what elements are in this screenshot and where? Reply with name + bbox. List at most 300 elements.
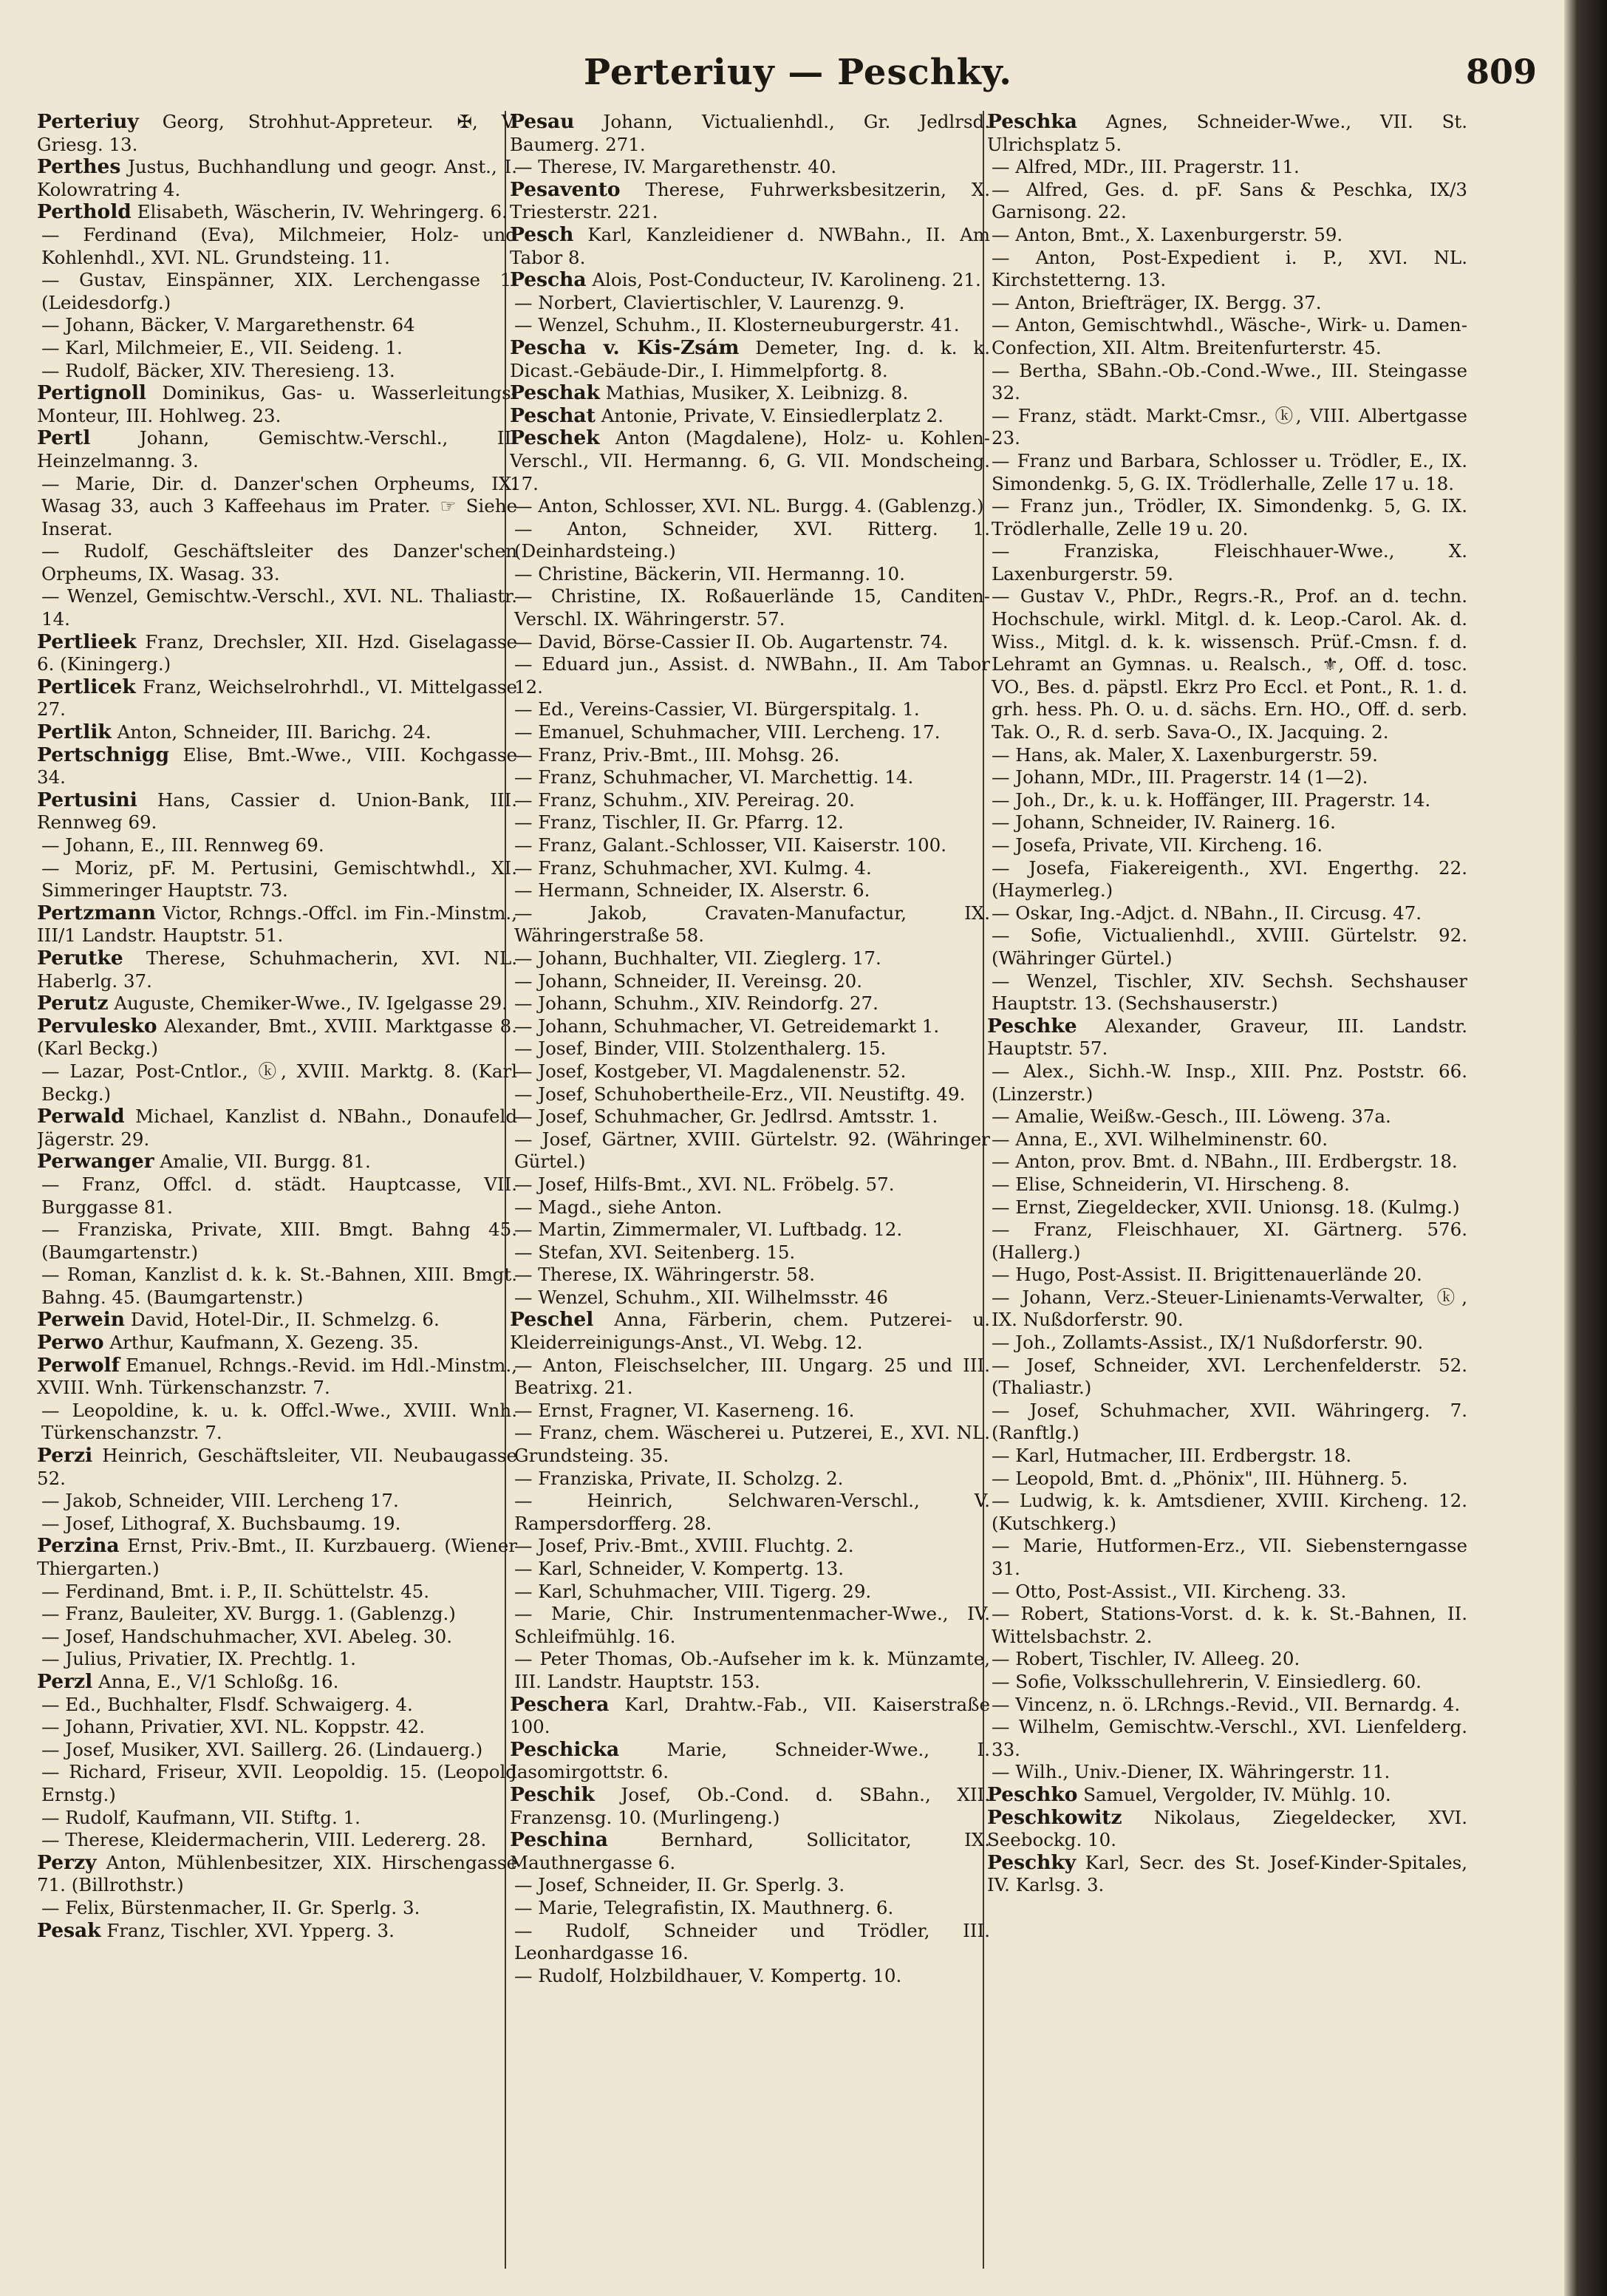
- entry-details: — Ed., Vereins-Cassier, VI. Bürgerspitalg. 1.: [514, 698, 920, 721]
- entry-details: — Johann, Schneider, II. Vereinsg. 20.: [514, 970, 863, 992]
- directory-entry: [510, 1490, 990, 1535]
- entry-details: — David, Börse-Cassier II. Ob. Augartenstr. 74.: [514, 630, 949, 653]
- directory-entry: [987, 450, 1467, 495]
- directory-entry: [510, 518, 990, 563]
- entry-details: Mathias, Musiker, X. Leibnizg. 8.: [599, 382, 909, 404]
- entry-surname: Pescha: [510, 268, 587, 292]
- entry-details: Justus, Buchhandlung und geogr. Anst., I. Kolowratring 4.: [37, 156, 517, 200]
- entry-details: Elise, Bmt.-Wwe., VIII. Kochgasse 34.: [37, 743, 517, 788]
- entry-surname: Pertzmann: [37, 901, 157, 924]
- entry-details: — Christine, Bäckerin, VII. Hermanng. 10.: [514, 562, 905, 585]
- entry-surname: Peschkowitz: [987, 1805, 1122, 1829]
- entry-details: Anna, Färberin, chem. Putzerei- u. Kleiderreinigungs-Anst., VI. Webg. 12.: [510, 1309, 990, 1354]
- directory-entry: [510, 1784, 990, 1829]
- directory-entry: [510, 653, 990, 698]
- entry-surname: Peschak: [510, 381, 600, 405]
- entry-details: Elisabeth, Wäscherin, IV. Wehringerg. 6.: [131, 201, 508, 223]
- directory-entry: [37, 1332, 517, 1355]
- entry-details: — Hugo, Post-Assist. II. Brigittenauerlände 20.: [992, 1264, 1422, 1286]
- directory-entry: [510, 1355, 990, 1400]
- entry-details: Anna, E., V/1 Schloßg. 16.: [92, 1670, 339, 1692]
- directory-entry: [987, 1535, 1467, 1580]
- entry-surname: Peschik: [510, 1782, 595, 1806]
- directory-entry: [987, 1173, 1467, 1196]
- entry-details: — Norbert, Claviertischler, V. Laurenzg. 9.: [514, 291, 905, 313]
- entry-details: Arthur, Kaufmann, X. Gezeng. 35.: [103, 1332, 419, 1354]
- entry-surname: Pesau: [510, 111, 575, 133]
- directory-entry: [510, 224, 990, 269]
- directory-entry: [37, 1264, 517, 1309]
- directory-entry: [987, 1445, 1467, 1468]
- entry-surname: Peschat: [510, 403, 596, 427]
- entry-details: — Lazar, Post-Cntlor., ⓚ, XVIII. Marktg. 8. (Karl Beckg.): [41, 1060, 517, 1105]
- entry-details: — Karl, Milchmeier, E., VII. Seideng. 1.: [41, 336, 403, 358]
- entry-details: Alois, Post-Conducteur, IV. Karolineng. 21.: [586, 269, 981, 291]
- directory-entry: [987, 1060, 1467, 1106]
- entry-details: — Franz jun., Trödler, IX. Simondenkg. 5, G. IX. Trödlerhalle, Zelle 19 u. 20.: [992, 495, 1467, 539]
- entry-details: — Franz, städt. Markt-Cmsr., ⓚ, VIII. Albertgasse 23.: [992, 404, 1467, 449]
- entry-details: — Johann, Privatier, XVI. NL. Koppstr. 42.: [41, 1716, 426, 1738]
- entry-details: — Marie, Telegrafistin, IX. Mauthnerg. 6.: [514, 1896, 894, 1918]
- directory-entry: [37, 1513, 517, 1536]
- page-header: [37, 52, 1559, 103]
- directory-entry: [510, 1648, 990, 1693]
- entry-details: Franz, Tischler, XVI. Ypperg. 3.: [100, 1919, 395, 1941]
- directory-entry: [987, 1694, 1467, 1717]
- entry-details: — Emanuel, Schuhmacher, VIII. Lercheng. 17.: [514, 721, 941, 743]
- entry-details: Samuel, Vergolder, IV. Mühlg. 10.: [1077, 1783, 1391, 1805]
- directory-entry: [37, 1648, 517, 1671]
- entry-details: — Alex., Sichh.-W. Insp., XIII. Pnz. Poststr. 66. (Linzerstr.): [992, 1060, 1467, 1105]
- directory-entry: [510, 992, 990, 1015]
- entry-surname: Peschera: [510, 1692, 610, 1716]
- entry-details: — Alfred, MDr., III. Pragerstr. 11.: [992, 156, 1300, 178]
- entry-details: — Ernst, Fragner, VI. Kaserneng. 16.: [514, 1399, 855, 1421]
- directory-entry: [510, 111, 990, 156]
- entry-surname: Pesch: [510, 222, 574, 246]
- entry-surname: Perwanger: [37, 1150, 154, 1173]
- directory-entry: [37, 744, 517, 789]
- entry-details: Ernst, Priv.-Bmt., II. Kurzbauerg. (Wiener Thiergarten.): [37, 1535, 517, 1579]
- directory-entry: [510, 1038, 990, 1060]
- entry-details: — Joh., Dr., k. u. k. Hoffänger, III. Pragerstr. 14.: [992, 788, 1431, 811]
- directory-entry: [37, 1400, 517, 1445]
- entry-details: Dominikus, Gas- u. Wasserleitungs-Monteur, III. Hohlweg. 23.: [37, 382, 517, 426]
- entry-details: Therese, Fuhrwerksbesitzerin, X. Triesterstr. 221.: [510, 178, 990, 223]
- entry-details: — Robert, Stations-Vorst. d. k. k. St.-Bahnen, II. Wittelsbachstr. 2.: [992, 1603, 1467, 1647]
- directory-entry: [37, 1920, 517, 1943]
- directory-entry: [510, 585, 990, 630]
- directory-entry: [37, 1829, 517, 1852]
- entry-details: — Josef, Gärtner, XVIII. Gürtelstr. 92. (Währinger Gürtel.): [514, 1128, 990, 1173]
- entry-details: — Stefan, XVI. Seitenberg. 15.: [514, 1241, 796, 1263]
- entry-details: — Franz, chem. Wäscherei u. Putzerei, E., XVI. NL. Grundsteing. 35.: [514, 1422, 990, 1467]
- directory-entry: [987, 902, 1467, 925]
- directory-entry: [510, 970, 990, 993]
- entry-surname: Peschka: [987, 111, 1077, 133]
- directory-entry: [37, 1173, 517, 1219]
- entry-details: — Johann, MDr., III. Pragerstr. 14 (1—2).: [992, 766, 1368, 788]
- entry-surname: Peschicka: [510, 1737, 620, 1761]
- entry-details: — Sofie, Volksschullehrerin, V. Einsiedlerg. 60.: [992, 1670, 1422, 1692]
- directory-entry: [37, 721, 517, 744]
- entry-details: — Karl, Hutmacher, III. Erdbergstr. 18.: [992, 1445, 1352, 1467]
- directory-entry: [37, 857, 517, 902]
- entry-details: — Gustav, Einspänner, XIX. Lerchengasse 1. (Leidesdorfg.): [41, 269, 517, 313]
- directory-entry: [510, 834, 990, 857]
- directory-entry: [37, 1445, 517, 1490]
- entry-details: — Anton, Post-Expedient i. P., XVI. NL. Kirchstetterng. 13.: [992, 246, 1467, 291]
- directory-entry: [987, 156, 1467, 179]
- entry-details: Hans, Cassier d. Union-Bank, III. Rennweg 69.: [37, 788, 517, 834]
- entry-details: — Roman, Kanzlist d. k. k. St.-Bahnen, XIII. Bmgt. Bahng. 45. (Baumgartenstr.): [41, 1264, 517, 1308]
- entry-details: — Vincenz, n. ö. LRchngs.-Revid., VII. Bernardg. 4.: [992, 1693, 1461, 1715]
- entry-details: — Therese, IX. Währingerstr. 58.: [514, 1264, 816, 1286]
- entry-details: Bernhard, Sollicitator, IX. Mauthnergasse 6.: [510, 1829, 990, 1873]
- entry-surname: Perzy: [37, 1850, 97, 1874]
- directory-entry: [987, 585, 1467, 743]
- directory-entry: [37, 540, 517, 585]
- directory-entry: [987, 924, 1467, 970]
- directory-entry: [987, 1852, 1467, 1897]
- entry-surname: Pesak: [37, 1918, 101, 1942]
- entry-details: Victor, Rchngs.-Offcl. im Fin.-Minstm., III/1 Landstr. Hauptstr. 51.: [37, 902, 517, 947]
- entry-surname: Pesavento: [510, 177, 621, 201]
- directory-entry: [987, 540, 1467, 585]
- directory-entry: [510, 1309, 990, 1354]
- entry-details: Nikolaus, Ziegeldecker, XVI. Seebockg. 10.: [987, 1806, 1467, 1851]
- entry-details: — Felix, Bürstenmacher, II. Gr. Sperlg. 3.: [41, 1896, 420, 1918]
- directory-entry: [37, 902, 517, 947]
- directory-entry: [37, 1739, 517, 1762]
- directory-entry: [510, 1739, 990, 1784]
- entry-surname: Perwald: [37, 1105, 125, 1128]
- directory-entry: [37, 111, 517, 156]
- directory-entry: [510, 563, 990, 586]
- entry-surname: Pervulesko: [37, 1014, 157, 1038]
- directory-entry: [37, 1490, 517, 1513]
- directory-entry: [37, 1897, 517, 1920]
- entry-details: — Leopold, Bmt. d. „Phönix", III. Hühnerg. 5.: [992, 1467, 1408, 1489]
- entry-details: — Richard, Friseur, XVII. Leopoldig. 15. (Leopold Ernstg.): [41, 1761, 517, 1805]
- entry-details: — Johann, Schuhm., XIV. Reindorfg. 27.: [514, 992, 878, 1015]
- entry-details: Johann, Gemischtw.-Verschl., II. Heinzelmanng. 3.: [37, 427, 517, 471]
- entry-surname: Pertl: [37, 426, 91, 450]
- entry-details: — Franz, Offcl. d. städt. Hauptcasse, VII. Burggasse 81.: [41, 1173, 517, 1218]
- directory-entry: [510, 495, 990, 518]
- entry-details: Anton, Schneider, III. Barichg. 24.: [111, 721, 431, 743]
- directory-entry: [37, 631, 517, 676]
- directory-entry: [37, 1151, 517, 1173]
- entry-details: — Gustav V., PhDr., Regrs.-R., Prof. an d. techn. Hochschule, wirkl. Mitgl. d. k. Leop.-Carol. Ak. d. Wiss., Mitgl. d. k. k. wissensch. Prüf.-Cmsn. f. d. Lehramt an Gymnas. u. Realsch., ⚜, Off. d. tosc. VO., Bes. d. päpstl. Ekrz Pro Eccl. et Pont., R. 1. d. grh. hess. Ph. O. u. d. sächs. Ern. HO., Off. d. serb. Tak. O., R. d. serb. Sava-O., IX. Jacquing. 2.: [992, 585, 1467, 743]
- directory-entry: [987, 857, 1467, 902]
- directory-entry: [37, 1626, 517, 1649]
- directory-entry: [987, 789, 1467, 812]
- directory-entry: [37, 1015, 517, 1060]
- entry-surname: Perwolf: [37, 1353, 120, 1377]
- entry-details: — Magd., siehe Anton.: [514, 1196, 723, 1218]
- entry-details: — Wilhelm, Gemischtw.-Verschl., XVI. Lienfelderg. 33.: [992, 1716, 1467, 1760]
- directory-entry: [987, 111, 1467, 156]
- directory-entry: [987, 1490, 1467, 1535]
- directory-entry: [987, 1106, 1467, 1128]
- entry-details: — Franz, Tischler, II. Gr. Pfarrg. 12.: [514, 811, 844, 834]
- entry-details: — Franziska, Private, XIII. Bmgt. Bahng 45. (Baumgartenstr.): [41, 1219, 517, 1263]
- directory-entry: [37, 1716, 517, 1739]
- directory-entry: [510, 1128, 990, 1173]
- entry-details: Alexander, Bmt., XVIII. Marktgasse 8. (Karl Beckg.): [37, 1015, 517, 1060]
- directory-entry: [510, 1897, 990, 1920]
- entry-details: — Moriz, pF. M. Pertusini, Gemischtwhdl., XI. Simmeringer Hauptstr. 73.: [41, 856, 517, 902]
- entry-details: — Wenzel, Gemischtw.-Verschl., XVI. NL. Thaliastr. 14.: [41, 585, 517, 630]
- entry-details: — Franz und Barbara, Schlosser u. Trödler, E., IX. Simondenkg. 5, G. IX. Trödlerhalle, Zelle 17 u. 18.: [992, 449, 1467, 494]
- directory-entry: [510, 879, 990, 902]
- entry-details: David, Hotel-Dir., II. Schmelzg. 6.: [125, 1309, 440, 1331]
- directory-entry: [510, 947, 990, 970]
- directory-entry: [987, 1468, 1467, 1491]
- entry-details: — Johann, Verz.-Steuer-Linienamts-Verwalter, ⓚ, IX. Nußdorferstr. 90.: [992, 1286, 1467, 1331]
- entry-details: — Josef, Schuhmacher, XVII. Währingerg. 7. (Ranftlg.): [992, 1399, 1467, 1444]
- entry-details: — Franz, Bauleiter, XV. Burgg. 1. (Gablenzg.): [41, 1603, 456, 1625]
- directory-entry: [37, 1581, 517, 1604]
- entry-surname: Perutke: [37, 946, 123, 970]
- directory-entry: [37, 382, 517, 427]
- entry-details: Therese, Schuhmacherin, XVI. NL. Haberlg. 37.: [37, 947, 517, 992]
- directory-entry: [987, 495, 1467, 540]
- directory-entry: [510, 1581, 990, 1604]
- entry-details: — Johann, Schneider, IV. Rainerg. 16.: [992, 811, 1336, 834]
- entry-details: Auguste, Chemiker-Wwe., IV. Igelgasse 29.: [108, 992, 508, 1015]
- directory-entry: [987, 1332, 1467, 1355]
- entry-surname: Peschke: [987, 1014, 1077, 1038]
- entry-details: — Ernst, Ziegeldecker, XVII. Unionsg. 18. (Kulmg.): [992, 1196, 1460, 1218]
- entry-surname: Peschky: [987, 1850, 1077, 1874]
- entry-details: — Anton, prov. Bmt. d. NBahn., III. Erdbergstr. 18.: [992, 1151, 1458, 1173]
- entry-surname: Peschina: [510, 1828, 608, 1852]
- directory-entry: [510, 1173, 990, 1196]
- entry-surname: Pertschnigg: [37, 743, 169, 766]
- directory-entry: [37, 834, 517, 857]
- directory-entry: [510, 1241, 990, 1264]
- directory-entry: [987, 1196, 1467, 1219]
- directory-entry: [987, 1400, 1467, 1445]
- entry-details: — Hans, ak. Maler, X. Laxenburgerstr. 59.: [992, 743, 1378, 766]
- directory-entry: [510, 631, 990, 654]
- directory-entry: [37, 201, 517, 224]
- directory-entry: [987, 1128, 1467, 1151]
- directory-entry: [37, 427, 517, 472]
- directory-entry: [510, 1219, 990, 1241]
- entry-details: — Josefa, Fiakereigenth., XVI. Engerthg. 22. (Haymerleg.): [992, 856, 1467, 902]
- entry-details: Karl, Kanzleidiener d. NWBahn., II. Am Tabor 8.: [510, 223, 990, 268]
- entry-details: — Anna, E., XVI. Wilhelminenstr. 60.: [992, 1128, 1328, 1150]
- directory-entry: [37, 1060, 517, 1106]
- entry-surname: Perzl: [37, 1669, 93, 1693]
- entry-details: — Otto, Post-Assist., VII. Kircheng. 33.: [992, 1580, 1347, 1602]
- entry-details: — Karl, Schneider, V. Kompertg. 13.: [514, 1558, 845, 1579]
- entry-details: Karl, Drahtw.-Fab., VII. Kaiserstraße 100.: [510, 1693, 990, 1738]
- directory-entry: [987, 247, 1467, 292]
- entry-details: — Josef, Lithograf, X. Buchsbaumg. 19.: [41, 1512, 401, 1534]
- directory-entry: [510, 857, 990, 880]
- directory-entry: [37, 269, 517, 314]
- entry-details: — Wenzel, Tischler, XIV. Sechsh. Sechshauser Hauptstr. 13. (Sechshauserstr.): [992, 970, 1467, 1015]
- entry-details: Josef, Ob.-Cond. d. SBahn., XII. Franzensg. 10. (Murlingeng.): [510, 1783, 990, 1828]
- directory-entry: [987, 1716, 1467, 1761]
- entry-details: — Ferdinand, Bmt. i. P., II. Schüttelstr. 45.: [41, 1580, 430, 1602]
- directory-entry: [37, 1603, 517, 1626]
- entry-details: — Josef, Kostgeber, VI. Magdalenenstr. 52.: [514, 1060, 907, 1082]
- entry-surname: Perteriuy: [37, 111, 139, 133]
- directory-entry: [510, 1196, 990, 1219]
- entry-details: — Josef, Musiker, XVI. Saillerg. 26. (Lindauerg.): [41, 1738, 483, 1760]
- directory-entry: [37, 789, 517, 834]
- directory-entry: [37, 337, 517, 360]
- entry-details: — Marie, Dir. d. Danzer'schen Orpheums, IX. Wasag 33, auch 3 Kaffeehaus im Prater. ☞ Siehe Inserat.: [41, 472, 517, 539]
- entry-details: — Anton, Schneider, XVI. Ritterg. 1. (Deinhardsteing.): [514, 517, 990, 562]
- directory-entry: [510, 698, 990, 721]
- entry-details: — Josef, Hilfs-Bmt., XVI. NL. Fröbelg. 57.: [514, 1173, 895, 1195]
- directory-entry: [987, 1015, 1467, 1060]
- directory-entry: [510, 1015, 990, 1038]
- directory-entry: [37, 1671, 517, 1694]
- entry-details: — Johann, Buchhalter, VII. Zieglerg. 17.: [514, 947, 881, 969]
- entry-details: Michael, Kanzlist d. NBahn., Donaufeld Jägerstr. 29.: [37, 1106, 517, 1150]
- entry-details: — Joh., Zollamts-Assist., IX/1 Nußdorferstr. 90.: [992, 1332, 1424, 1354]
- entry-details: — Ferdinand (Eva), Milchmeier, Holz- und Kohlenhdl., XVI. NL. Grundsteing. 11.: [41, 223, 517, 268]
- entry-surname: Perutz: [37, 992, 109, 1015]
- entry-details: — Robert, Tischler, IV. Alleeg. 20.: [992, 1648, 1300, 1670]
- entry-details: Franz, Weichselrohrhdl., VI. Mittelgasse 27.: [37, 675, 517, 721]
- directory-entry: [510, 427, 990, 495]
- directory-entry: [510, 811, 990, 834]
- entry-details: — Wenzel, Schuhm., XII. Wilhelmsstr. 46: [514, 1286, 888, 1308]
- directory-entry: [987, 766, 1467, 789]
- directory-entry: [510, 789, 990, 812]
- directory-entry: [987, 314, 1467, 359]
- directory-entry: [37, 156, 517, 201]
- directory-entry: [510, 1083, 990, 1106]
- entry-details: — Leopoldine, k. u. k. Offcl.-Wwe., XVIII. Wnh. Türkenschanzstr. 7.: [41, 1399, 517, 1444]
- entry-details: Marie, Schneider-Wwe., I. Jasomirgottstr. 6.: [510, 1738, 990, 1783]
- entry-details: — Johann, E., III. Rennweg 69.: [41, 834, 324, 856]
- directory-entry: [510, 1468, 990, 1491]
- directory-entry: [37, 1694, 517, 1717]
- entry-details: Johann, Victualienhdl., Gr. Jedlrsd. Baumerg. 271.: [510, 111, 990, 155]
- directory-entry: [510, 1920, 990, 1965]
- entry-details: — Josefa, Private, VII. Kircheng. 16.: [992, 834, 1323, 856]
- directory-entry: [37, 473, 517, 541]
- directory-entry: [987, 1581, 1467, 1604]
- entry-details: Franz, Drechsler, XII. Hzd. Giselagasse 6. (Kiningerg.): [37, 630, 517, 675]
- directory-entry: [987, 834, 1467, 857]
- entry-details: Alexander, Graveur, III. Landstr. Hauptstr. 57.: [987, 1015, 1467, 1060]
- entry-details: — Franz, Schuhmacher, VI. Marchettig. 14.: [514, 766, 914, 788]
- entry-details: — Anton, Gemischtwhdl., Wäsche-, Wirk- u. Damen-Confection, XII. Altm. Breitenfurterstr. 45.: [992, 314, 1467, 358]
- directory-entry: [510, 405, 990, 428]
- entry-details: — Josef, Handschuhmacher, XVI. Abeleg. 30.: [41, 1625, 453, 1647]
- entry-surname: Pertusini: [37, 788, 137, 811]
- directory-entry: [510, 269, 990, 292]
- directory-entry: [510, 1965, 990, 1988]
- entry-details: — Oskar, Ing.-Adjct. d. NBahn., II. Circusg. 47.: [992, 902, 1422, 924]
- directory-entry: [987, 179, 1467, 224]
- directory-entry: [987, 1784, 1467, 1807]
- directory-entry: [987, 1264, 1467, 1287]
- directory-entry: [987, 1287, 1467, 1332]
- directory-entry: [987, 1219, 1467, 1264]
- entry-details: — Franz, Schuhmacher, XVI. Kulmg. 4.: [514, 856, 872, 879]
- entry-details: Georg, Strohhut-Appreteur. ✠, V. Griesg. 13.: [37, 111, 517, 155]
- directory-entry: [510, 1106, 990, 1128]
- directory-entry: [987, 224, 1467, 247]
- entry-details: — Amalie, Weißw.-Gesch., III. Löweng. 37a.: [992, 1106, 1391, 1128]
- entry-details: Demeter, Ing. d. k. k. Dicast.-Gebäude-Dir., I. Himmelpfortg. 8.: [510, 336, 990, 381]
- entry-details: Antonie, Private, V. Einsiedlerplatz 2.: [595, 404, 944, 426]
- entry-details: — Christine, IX. Roßauerlände 15, Canditen-Verschl. IX. Währingerstr. 57.: [514, 585, 990, 630]
- entry-surname: Pertlicek: [37, 675, 136, 698]
- directory-entry: [37, 1309, 517, 1332]
- entry-details: — Rudolf, Schneider und Trödler, III. Leonhardgasse 16.: [514, 1919, 990, 1964]
- directory-entry: [37, 360, 517, 383]
- entry-details: — Hermann, Schneider, IX. Alserstr. 6.: [514, 879, 870, 902]
- entry-details: — Franz, Fleischhauer, XI. Gärtnerg. 576. (Hallerg.): [992, 1219, 1467, 1263]
- entry-details: — Rudolf, Kaufmann, VII. Stiftg. 1.: [41, 1806, 361, 1828]
- directory-entry: [510, 337, 990, 382]
- entry-details: — Franz, Priv.-Bmt., III. Mohsg. 26.: [514, 743, 840, 766]
- directory-entry: [510, 1422, 990, 1467]
- directory-entry: [510, 382, 990, 405]
- directory-entry: [510, 744, 990, 767]
- directory-entry: [37, 992, 517, 1015]
- entry-details: — Josef, Binder, VIII. Stolzenthalerg. 15.: [514, 1038, 887, 1060]
- entry-details: — Julius, Privatier, IX. Prechtlg. 1.: [41, 1648, 356, 1670]
- entry-surname: Peschel: [510, 1308, 594, 1332]
- entry-details: — Wenzel, Schuhm., II. Klosterneuburgerstr. 41.: [514, 314, 960, 336]
- entry-details: — Rudolf, Holzbildhauer, V. Kompertg. 10.: [514, 1964, 902, 1986]
- directory-entry: [987, 1807, 1467, 1852]
- entry-details: — Josef, Schuhmacher, Gr. Jedlrsd. Amtsstr. 1.: [514, 1106, 938, 1128]
- entry-details: — Anton, Schlosser, XVI. NL. Burgg. 4. (Gablenzg.): [514, 495, 984, 517]
- entry-details: — Anton, Briefträger, IX. Bergg. 37.: [992, 291, 1322, 313]
- directory-entry: [510, 766, 990, 789]
- directory-entry: [987, 1671, 1467, 1694]
- directory-entry: [510, 314, 990, 337]
- directory-entry: [37, 1535, 517, 1580]
- directory-entry: [510, 292, 990, 315]
- entry-details: — Ludwig, k. k. Amtsdiener, XVIII. Kircheng. 12. (Kutschkerg.): [992, 1490, 1467, 1534]
- entry-details: — Jakob, Schneider, VIII. Lercheng 17.: [41, 1490, 399, 1512]
- column-2: [510, 111, 990, 2283]
- directory-entry: [510, 1060, 990, 1083]
- entry-details: — Therese, IV. Margarethenstr. 40.: [514, 156, 837, 178]
- entry-details: — Marie, Chir. Instrumentenmacher-Wwe., IV. Schleifmühlg. 16.: [514, 1603, 990, 1647]
- entry-surname: Perwein: [37, 1308, 126, 1332]
- entry-details: — Franziska, Private, II. Scholzg. 2.: [514, 1467, 844, 1489]
- entry-details: — Eduard jun., Assist. d. NWBahn., II. Am Tabor 12.: [514, 653, 990, 698]
- directory-entry: [987, 1355, 1467, 1400]
- entry-surname: Pertlik: [37, 721, 112, 744]
- directory-entry: [510, 1829, 990, 1874]
- entry-details: — Elise, Schneiderin, VI. Hirscheng. 8.: [992, 1173, 1350, 1195]
- directory-entry: [987, 1648, 1467, 1671]
- directory-entry: [37, 314, 517, 337]
- entry-details: Anton (Magdalene), Holz- u. Kohlen-Verschl., VII. Hermanng. 6, G. VII. Mondscheing. 17.: [510, 427, 990, 494]
- entry-details: — Rudolf, Geschäftsleiter des Danzer'schen Orpheums, IX. Wasag. 33.: [41, 540, 517, 585]
- entry-surname: Perthold: [37, 200, 132, 224]
- directory-entry: [37, 224, 517, 269]
- directory-entry: [510, 1287, 990, 1309]
